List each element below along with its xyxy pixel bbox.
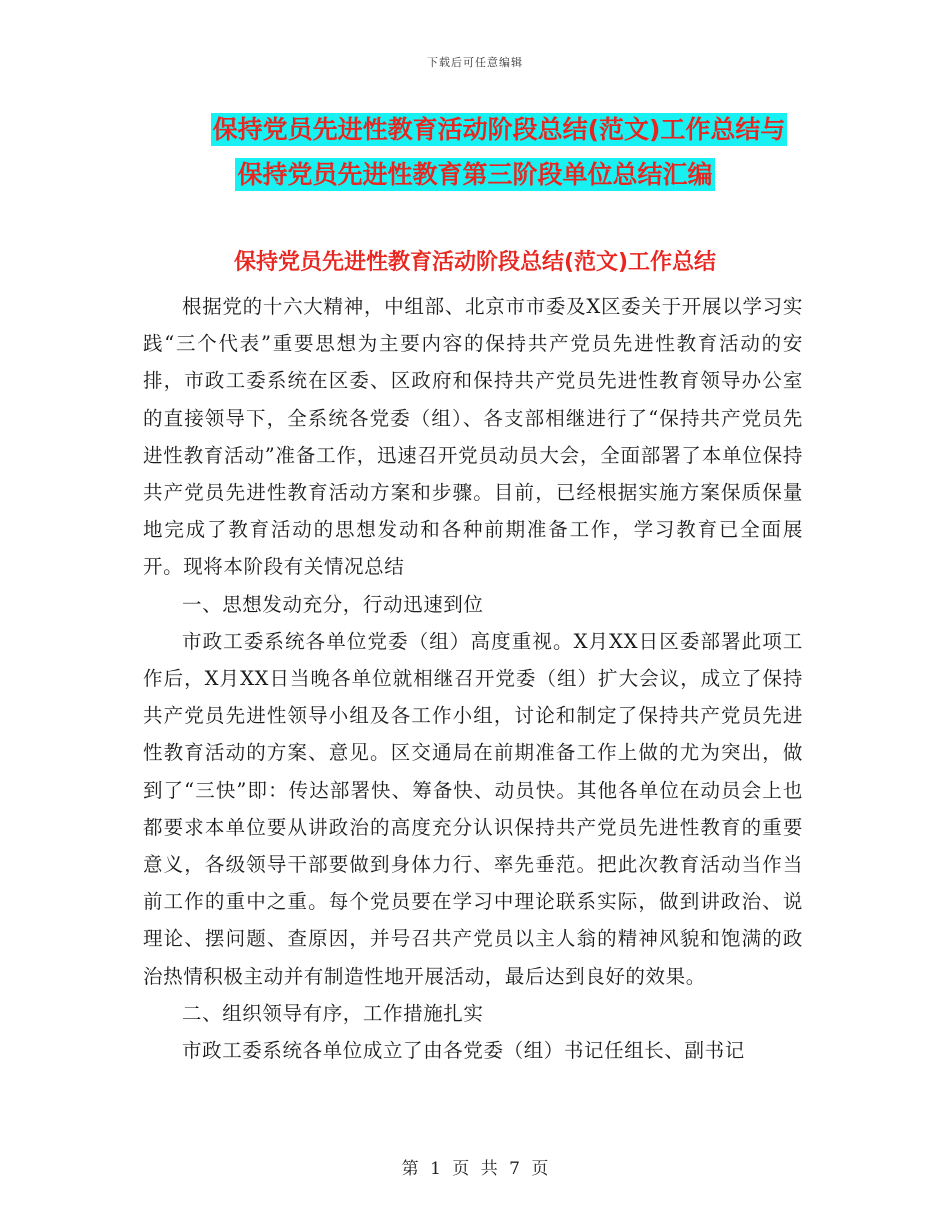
- main-title-line-2-text: 保持党员先进性教育第三阶段单位总结汇编: [237, 160, 713, 189]
- main-title-line-1-text: 保持党员先进性教育活动阶段总结(范文)工作总结与: [212, 115, 786, 144]
- body-paragraph: 市政工委系统各单位党委（组）高度重视。X月XX日区委部署此项工作后，X月XX日当晚各单位就相继召开党委（组）扩大会议，成立了保持共产党员先进性领导小组及各工作小组，讨论和制定了保持共产党员先进性教育活动的方案、意见。区交通局在前期准备工作上做的尤为突出，做到了“三快”即：传达部署快、筹备快、动员快。其他各单位在动员会上也都要求本单位要从讲政治的高度充分认识保持共产党员先进性教育的重要意义，各级领导干部要做到身体力行、率先垂范。把此次教育活动当作当前工作的重中之重。每个党员要在学习中理论联系实际，做到讲政治、说理论、摆问题、查原因，并号召共产党员以主人翁的精神风貌和饱满的政治热情积极主动并有制造性地开展活动，最后达到良好的效果。: [143, 629, 803, 988]
- section-heading: 二、组织领导有序，工作措施扎实: [182, 1001, 484, 1025]
- section-heading: 一、思想发动充分，行动迅速到位: [182, 592, 484, 616]
- page-number: 第 1 页 共 7 页: [401, 1159, 549, 1179]
- main-title-line-1: [24, 110, 950, 150]
- section-title: 保持党员先进性教育活动阶段总结(范文)工作总结: [233, 250, 717, 275]
- body-paragraph: 根据党的十六大精神，中组部、北京市市委及X区委关于开展以学习实践“三个代表”重要思想为主要内容的保持共产党员先进性教育活动的安排，市政工委系统在区委、区政府和保持共产党员先进性教育领导办公室的直接领导下，全系统各党委（组）、各支部相继进行了“保持共产党员先进性教育活动”准备工作，迅速召开党员动员大会，全面部署了本单位保持共产党员先进性教育活动方案和步骤。目前，已经根据实施方案保质保量地完成了教育活动的思想发动和各种前期准备工作，学习教育已全面展开。现将本阶段有关情况总结: [143, 295, 803, 579]
- main-title-line-2: [0, 155, 950, 195]
- body-paragraph: 市政工委系统各单位成立了由各党委（组）书记任组长、副书记: [182, 1039, 745, 1063]
- page-header-note: 下载后可任意编辑: [427, 56, 523, 69]
- document-body: [143, 288, 803, 1069]
